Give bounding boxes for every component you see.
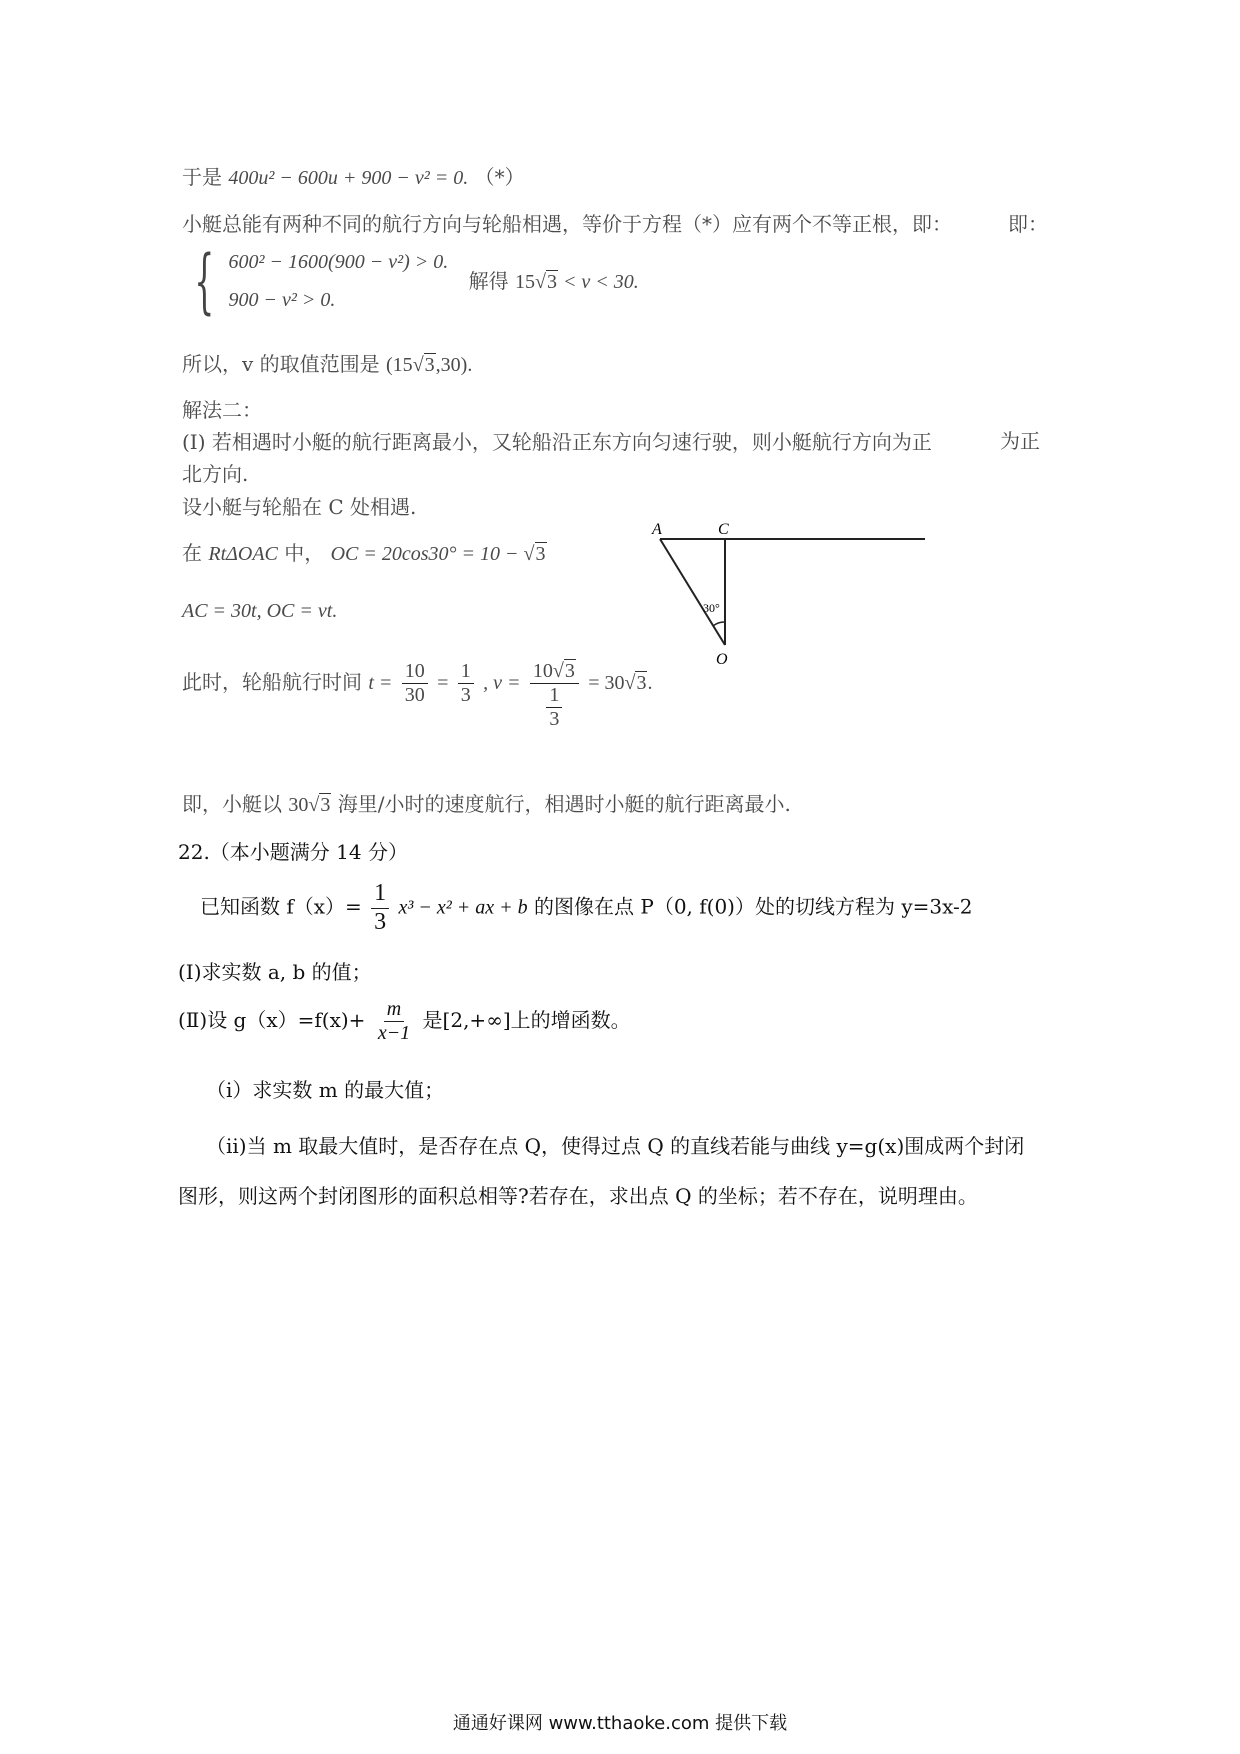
text: 1 [546,684,562,708]
triangle-diagram [640,520,940,670]
text: 此时，轮船航行时间 [182,670,362,694]
text: 3 [546,270,557,293]
equation-star: 400u² − 600u + 900 − v² = 0. [228,167,469,189]
text: (15 [386,354,413,376]
text: 3 [564,660,575,682]
angle-arc [713,622,725,626]
text: 10 [532,660,553,682]
q22-sub-ii-line2: 图形，则这两个封闭图形的面积总相等?若存在，求出点 Q 的坐标；若不存在，说明理由。 [178,1184,978,1208]
conclusion-line: 即，小艇以 30√3 海里/小时的速度航行，相遇时小艇的航行距离最小. [182,792,791,816]
side-note-ji: 即： [1008,212,1048,236]
text: . [647,672,653,694]
text: x−1 [377,1022,411,1044]
text: 3 [535,543,546,565]
footer-download-notice: 通通好课网 www.tthaoke.com 提供下载 [452,1713,788,1734]
text: 15 [514,270,535,293]
text: 1 [458,660,474,684]
text: < v < 30. [557,270,639,293]
text: 1 [371,880,389,909]
oc-line: 在 RtΔOAC 中， OC = 20cos30° = 10 − √3 [182,541,546,565]
text: 是[2,+∞]上的增函数。 [422,1008,631,1032]
text: t = [368,672,393,694]
text: 30 [404,684,425,706]
solve-prefix: 解得 [468,268,509,293]
range-line: 所以，v 的取值范围是 (15√3,30). [182,352,473,376]
equation-star-line [182,165,525,190]
condition-text: 小艇总能有两种不同的航行方向与轮船相遇，等价于方程（*）应有两个不等正根，即： [182,212,952,236]
text: 3 [636,672,647,694]
system-row-2: 900 − v² > 0. [228,289,336,311]
side-ao [660,539,725,645]
text: 海里/小时的速度航行，相遇时小艇的航行距离最小. [337,792,791,816]
text: 3 [320,794,331,816]
text: ,30). [435,354,473,376]
q22-part1: (Ⅰ)求实数 a, b 的值； [178,960,372,984]
text: = 30 [588,672,625,694]
ac-line [182,598,337,623]
label-a: A [652,521,662,538]
method2-p1-line1: (I) 若相遇时小艇的航行距离最小，又轮船沿正东方向匀速行驶，则小艇航行方向为正 [182,430,932,454]
q22-statement [200,880,973,936]
condition-line [182,212,952,236]
left-brace: { [194,240,215,322]
method2-p2: 设小艇与轮船在 C 处相遇. [182,495,417,519]
system-row-1: 600² − 1600(900 − v²) > 0. [228,251,449,273]
label-o: O [716,651,728,668]
text: OC = 20cos30° = 10 − [330,543,524,565]
q22-header: 22.（本小题满分 14 分） [178,840,408,864]
side-note-wei: 为正 [1000,429,1040,453]
inequality-system-line: { 600² − 1600(900 − v²) > 0. 900 − v² > 0. 解得 15√3 < v < 30. [182,246,639,316]
text: 3 [424,354,435,376]
text: 所以，v 的取值范围是 [182,352,380,376]
text: 30 [288,794,309,816]
text: , v = [483,672,521,694]
time-line: 此时，轮船航行时间 t = $\frac{10}{30}$ = $\frac{1}{3}$ , v = $\frac{10√3}{\frac{1}{3}}$ = 30√3. [182,660,653,730]
text: 3 [549,708,560,730]
text: 的图像在点 P（0, f(0)）处的切线方程为 y=3x-2 [534,894,973,919]
text: RtΔOAC [208,543,278,565]
text: 3 [374,908,387,935]
q22-part2 [178,998,631,1045]
text: m [384,998,404,1022]
q22-sub-i: （i）求实数 m 的最大值； [206,1078,445,1102]
text: 3 [460,684,471,706]
text: 已知函数 f（x）= [200,894,362,919]
text: 中， [284,541,325,565]
equation-tag: （*） [474,165,525,189]
q22-sub-ii-line1: （ii)当 m 取最大值时，是否存在点 Q，使得过点 Q 的直线若能与曲线 y=g(x)围成两个封闭 [206,1134,1025,1158]
text: (Ⅱ)设 g（x）=f(x)+ [178,1008,366,1032]
text: 即，小艇以 [182,792,282,816]
method2-title: 解法二： [182,398,262,422]
text: AC = 30t, OC = vt. [182,600,338,622]
text: 10 [402,660,428,684]
method2-p1-line2: 北方向. [182,462,249,486]
angle-label: 30° [703,601,720,615]
label-c: C [718,521,729,538]
text: 在 [182,541,202,565]
text: 于是 [182,165,222,189]
text: x³ − x² + ax + b [398,896,528,919]
